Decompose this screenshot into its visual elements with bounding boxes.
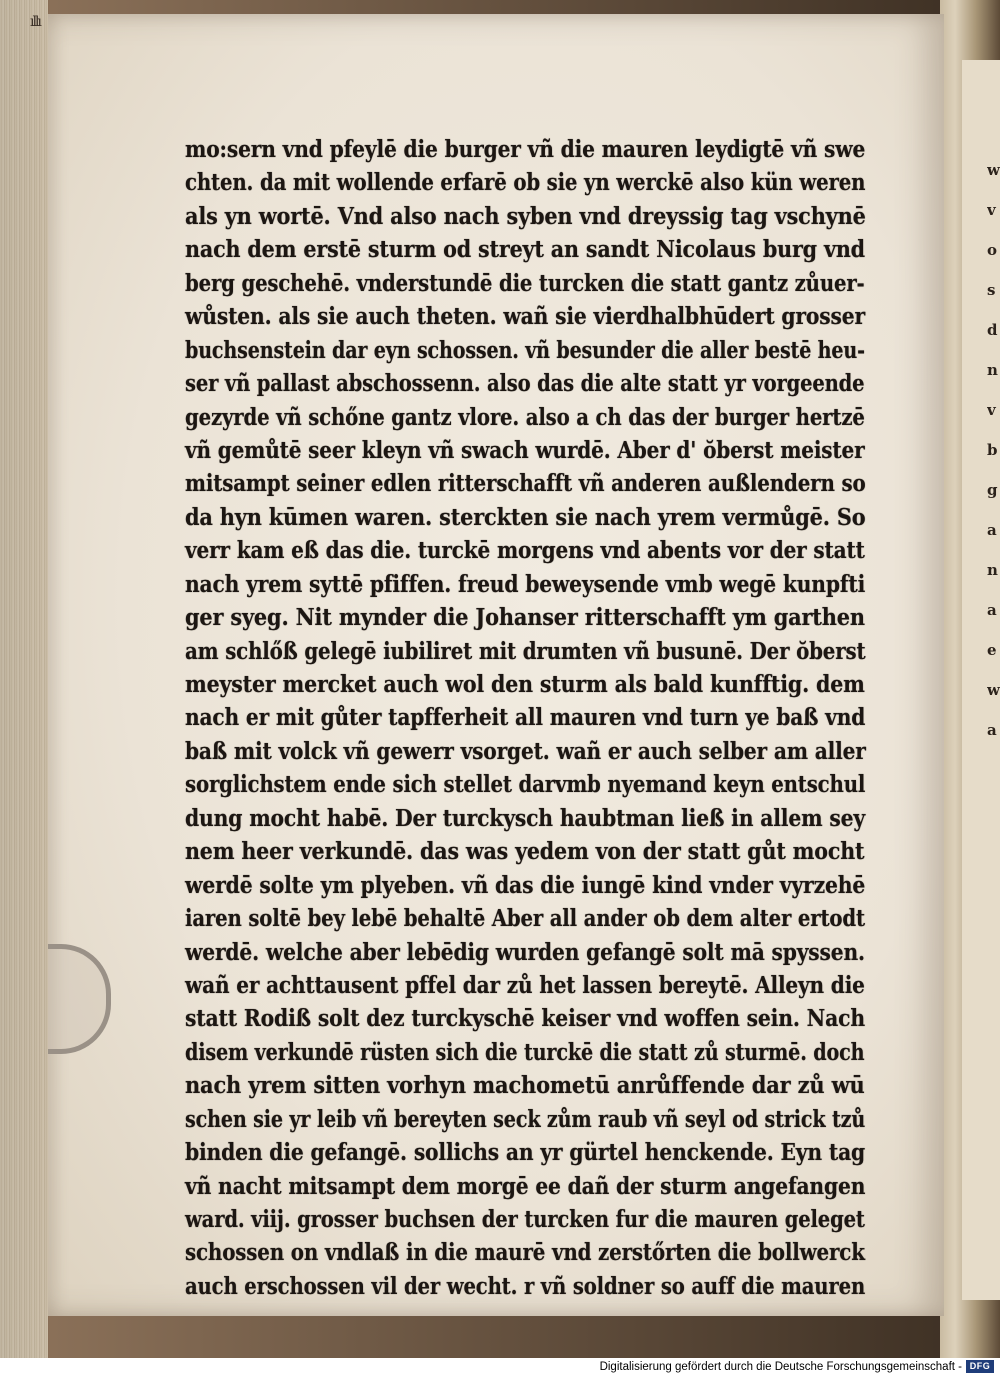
text-line: buchsenstein dar eyn schossen. vñ besunder die aller bestē heu- (185, 335, 865, 364)
text-line: nach dem erstē sturm od streyt an sandt Nicolaus burg vnd (185, 235, 865, 264)
margin-fragment: a (987, 521, 997, 539)
text-line: gezyrde vñ schőne gantz vlore. also a ch das der burger hertzē (185, 402, 865, 431)
text-line: werdē solte ym plyeben. vñ das die iungē kind vnder vyrzehē (185, 870, 866, 899)
footer-bar (0, 1358, 1000, 1376)
text-line: schen sie yr leib vñ bereyten seck zům raub vñ seyl od strick tzů (185, 1104, 866, 1133)
margin-fragment: s (987, 281, 996, 299)
margin-fragment: w (987, 681, 1000, 699)
margin-fragment: v (987, 201, 996, 219)
text-line: auch erschossen vil der wecht. r vñ soldner so auff die mauren (185, 1271, 866, 1300)
text-line: schossen on vndlaß in die maurē vnd zerstőrten die bollwerck (185, 1238, 865, 1267)
margin-fragment: b (987, 441, 998, 459)
margin-fragment: o (987, 241, 998, 259)
text-line: dung mocht habē. Der turckysch haubtman ließ in allem sey (185, 803, 865, 832)
text-line: binden die gefangē. sollichs an yr gürtel henckende. Eyn tag (185, 1138, 866, 1167)
text-line: am schlőß gelegē iubiliret mit drumten vñ busunē. Der ŏberst (185, 636, 866, 665)
text-line: sorglichstem ende sich stellet darvmb nyemand keyn entschul (185, 770, 866, 799)
binding-mark: ıllı (30, 14, 40, 30)
margin-fragment: w (987, 161, 1000, 179)
dfg-logo: DFG (966, 1360, 994, 1373)
margin-fragment: d (987, 321, 998, 339)
text-line: baß mit volck vñ gewerr vsorget. wañ er auch selber am aller (185, 736, 866, 765)
text-line: berg geschehē. vnderstundē die turcken die statt gantz zůuer- (185, 268, 865, 297)
text-line: vñ gemůtē seer kleyn vñ swach wurdē. Aber d' ŏberst meister (185, 435, 865, 464)
text-line: mitsampt seiner edlen ritterschafft vñ anderen außlendern so (185, 469, 866, 498)
text-line: ser vñ pallast abschossenn. also das die alte statt yr vorgeende (185, 369, 865, 398)
text-line: disem verkundē rüsten sich die turckē die statt zů sturmē. doch (185, 1037, 865, 1066)
text-line: ger syeg. Nit mynder die Johanser ritterschafft ym garthen (185, 603, 865, 632)
left-page-stack (0, 0, 48, 1358)
text-line: iaren soltē bey lebē behaltē Aber all ander ob dem alter ertodt (185, 904, 865, 933)
text-line: nem heer verkundē. das was yedem von der statt gůt mocht (185, 837, 865, 866)
margin-fragment: a (987, 601, 997, 619)
page-text-block (185, 133, 865, 1303)
text-line: werdē. welche aber lebēdig wurden gefangē solt mā spyssen. (185, 937, 865, 966)
margin-fragment: n (987, 561, 998, 579)
text-line: vñ nacht mitsampt dem morgē ee dañ der sturm angefangen (185, 1171, 866, 1200)
text-line: nach yrem sitten vorhyn machometū anrůffende dar zů wū (185, 1071, 865, 1100)
text-line: mo:sern vnd pfeylē die burger vñ die mauren leydigtē vñ swe (185, 135, 866, 163)
text-line: als yn wortē. Vnd also nach syben vnd dreyssig tag vschynē (185, 201, 866, 230)
text-line: wañ er achttausent pffel dar zů het lassen bereytē. Alleyn die (185, 970, 865, 999)
margin-fragment: n (987, 361, 998, 379)
margin-fragment: g (987, 481, 998, 499)
text-line: da hyn kūmen waren. sterckten sie nach yrem vermůgē. So (185, 502, 866, 531)
margin-fragment: v (987, 401, 996, 419)
margin-fragment: a (987, 721, 997, 739)
book-clasp-image (48, 944, 111, 1054)
facing-page-margin-text (987, 150, 1000, 750)
text-line: statt Rodiß solt dez turckyschē keiser vnd woffen sein. Nach (185, 1004, 865, 1033)
funding-credit: Digitalisierung gefördert durch die Deutsche Forschungsgemeinschaft - (599, 1361, 962, 1373)
text-line: ward. viij. grosser buchsen der turcken fur die mauren geleget (185, 1205, 865, 1233)
text-line: nach yrem syttē pfiffen. freud beweysende vmb wegē kunpfti (185, 569, 866, 598)
text-line: nach er mit gůter tapfferheit all mauren vnd turn ye baß vnd (185, 703, 866, 732)
margin-fragment: e (987, 641, 997, 659)
text-line: verr kam eß das die. turckē morgens vnd abents vor der statt (185, 536, 865, 565)
text-line: chten. da mit wollende erfarē ob sie yn werckē also kün weren (185, 168, 866, 197)
text-line: meyster mercket auch wol den sturm als bald kunfftig. dem (185, 670, 865, 698)
text-line: wůsten. als sie auch theten. wañ sie vierdhalbhūdert grosser (185, 302, 866, 331)
